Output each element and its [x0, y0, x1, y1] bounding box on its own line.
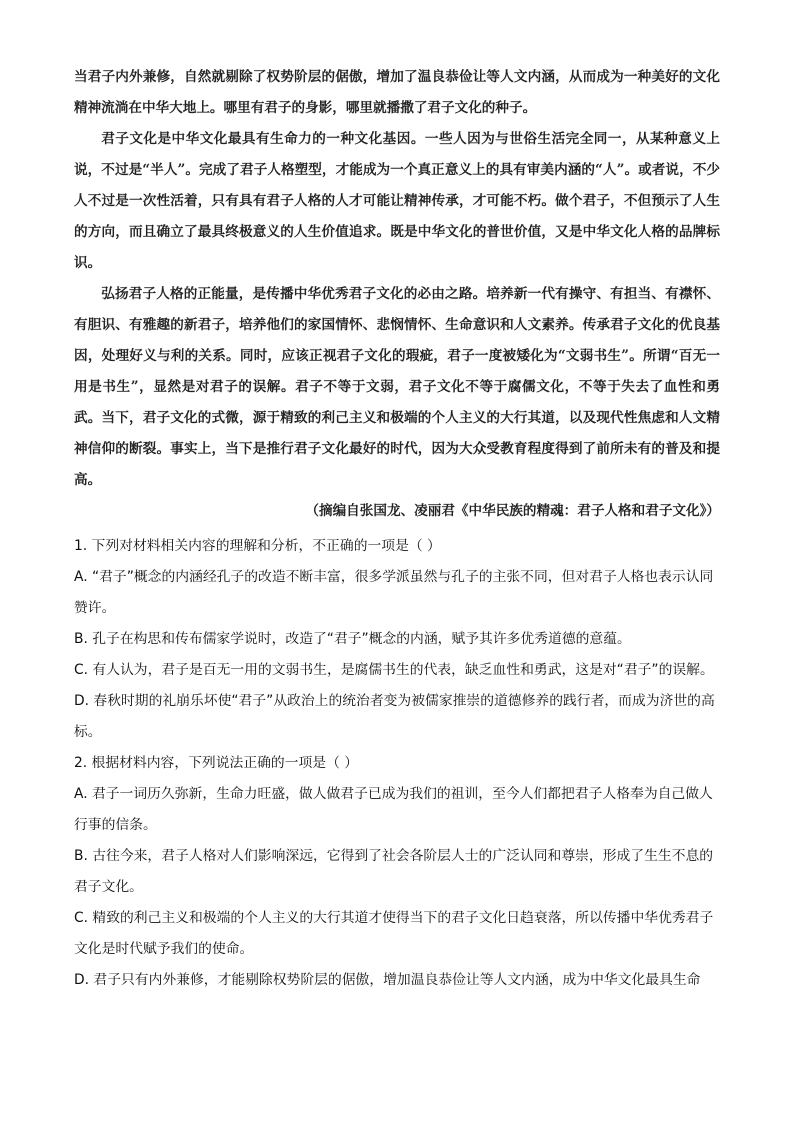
option-c: C. 精致的利己主义和极端的个人主义的大行其道才使得当下的君子文化日趋衰落，所以传播中华优秀君子文化是时代赋予我们的使命。	[74, 910, 714, 957]
question-1	[74, 531, 720, 748]
question-2	[74, 748, 720, 996]
reading-passage	[74, 62, 720, 527]
option-b: B. 孔子在构思和传布儒家学说时，改造了“君子”概念的内涵，赋予其许多优秀道德的意蕴。	[74, 631, 631, 647]
option-d: D. 春秋时期的礼崩乐坏使“君子”从政治上的统治者变为被儒家推崇的道德修养的践行者，而成为济世的高标。	[74, 693, 715, 740]
question-list	[74, 531, 720, 996]
passage-paragraph-3: 弘扬君子人格的正能量，是传播中华优秀君子文化的必由之路。培养新一代有操守、有担当、有襟怀、有胆识、有雅趣的新君子，培养他们的家国情怀、悲悯情怀、生命意识和人文素养。传承君子文化的优良基因，处理好义与利的关系。同时，应该正视君子文化的瑕疵，君子一度被矮化为“文弱书生”。所谓“百无一用是书生”，显然是对君子的误解。君子不等于文弱，君子文化不等于腐儒文化，不等于失去了血性和勇武。当下，君子文化的式微，源于精致的利己主义和极端的个人主义的大行其道，以及现代性焦虑和人文精神信仰的断裂。事实上，当下是推行君子文化最好的时代，因为大众受教育程度得到了前所未有的普及和提高。	[74, 286, 720, 488]
passage-paragraph-2: 君子文化是中华文化最具有生命力的一种文化基因。一些人因为与世俗生活完全同一，从某种意义上说，不过是“半人”。完成了君子人格塑型，才能成为一个真正意义上的具有审美内涵的“人”。或者说，不少人不过是一次性活着，只有具有君子人格的人才可能让精神传承，才可能不朽。做个君子，不但预示了人生的方向，而且确立了最具终极意义的人生价值追求。既是中华文化的普世价值，又是中华文化人格的品牌标识。	[74, 131, 720, 271]
option-a: A. 君子一词历久弥新，生命力旺盛，做人做君子已成为我们的祖训，至今人们都把君子人格奉为自己做人行事的信条。	[74, 786, 713, 833]
question-stem: 1. 下列对材料相关内容的理解和分析，不正确的一项是（ ）	[74, 538, 441, 554]
option-a: A. “君子”概念的内涵经孔子的改造不断丰富，很多学派虽然与孔子的主张不同，但对君子人格也表示认同赞许。	[74, 569, 714, 616]
option-c: C. 有人认为，君子是百无一用的文弱书生，是腐儒书生的代表，缺乏血性和勇武，这是对“君子”的误解。	[74, 662, 714, 678]
passage-paragraph-1: 当君子内外兼修，自然就剔除了权势阶层的倨傲，增加了温良恭俭让等人文内涵，从而成为一种美好的文化精神流淌在中华大地上。哪里有君子的身影，哪里就播撒了君子文化的种子。	[74, 69, 720, 116]
passage-source: （摘编自张国龙、凌丽君《中华民族的精魂：君子人格和君子文化》）	[305, 503, 720, 519]
question-stem: 2. 根据材料内容，下列说法正确的一项是（ ）	[74, 755, 359, 771]
option-b: B. 古往今来，君子人格对人们影响深远，它得到了社会各阶层人士的广泛认同和尊崇，形成了生生不息的君子文化。	[74, 848, 714, 895]
option-d: D. 君子只有内外兼修，才能剔除权势阶层的倨傲，增加温良恭俭让等人文内涵，成为中华文化最具生命	[74, 972, 701, 988]
